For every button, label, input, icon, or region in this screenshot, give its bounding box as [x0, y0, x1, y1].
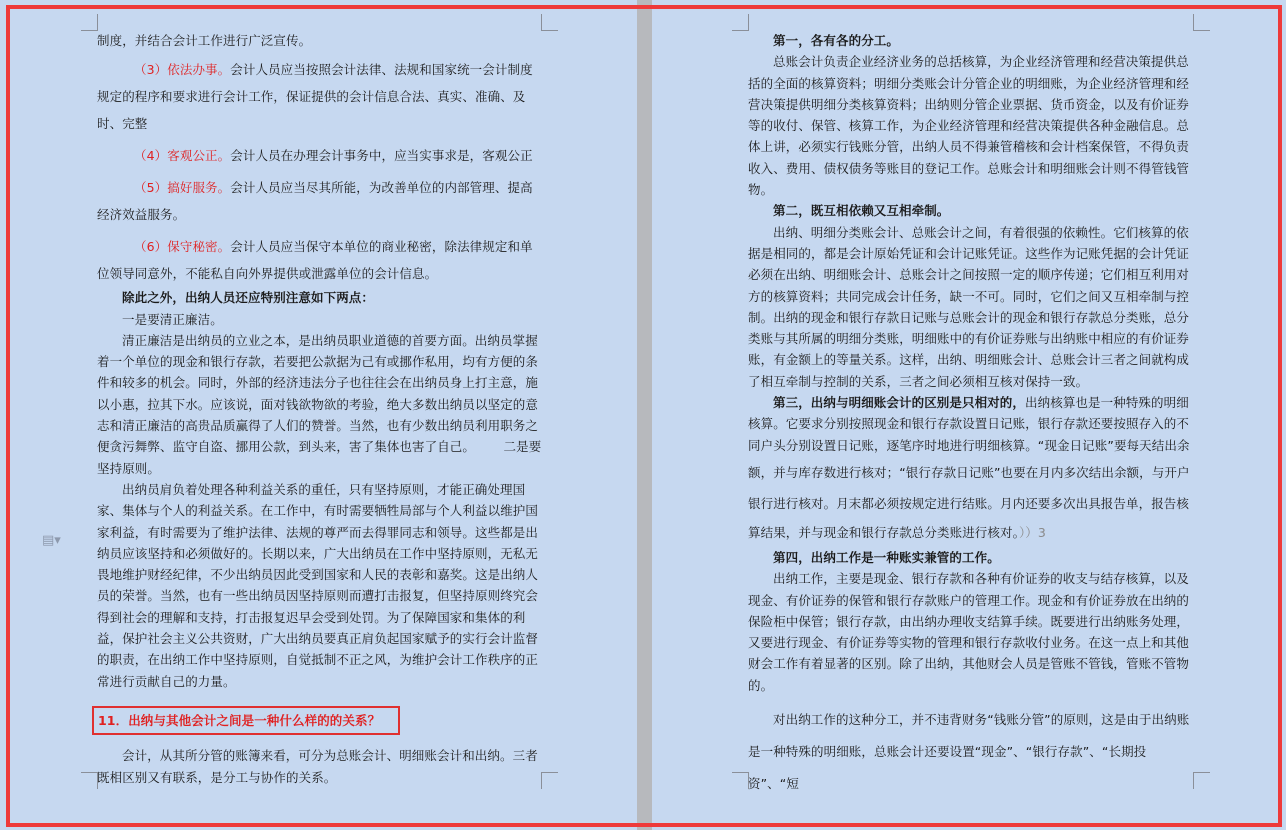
crop-mark — [541, 14, 558, 31]
paragraph-text: 出纳核算也是一种特殊的明细核算。它要求分别按照现金和银行存款设置日记账，银行存款还要按照存入的不同户头分别设置日记账，逐笔序时地进行明细核算。“现金日记账”要每天结出余 — [748, 395, 1190, 453]
crop-mark — [541, 772, 558, 789]
paragraph-heading: 除此之外，出纳人员还应特别注意如下两点： — [122, 290, 375, 306]
item-label: （4）客观公正。 — [134, 148, 231, 164]
crop-mark — [81, 14, 98, 31]
paragraph — [97, 330, 542, 479]
paragraph-heading: 第四，出纳工作是一种账实兼管的工作。 — [773, 549, 1000, 565]
item-text: 会计人员应当尽其所能，为改善单位的内部管理、提高经济效益服务。 — [97, 180, 533, 223]
paragraph-line: 是一种特殊的明细账，总账会计还要设置“现金”、“银行存款”、“长期投资”、“短 — [748, 744, 1147, 792]
item-text: 会计人员应当按照会计法律、法规和国家统一会计制度规定的程序和要求进行会计工作，保证提供的会计信息合法、真实、准确、及时、完整 — [97, 62, 533, 132]
paragraph — [97, 56, 542, 137]
paragraph-text: 算结果，并与现金和银行存款总分类账进行核对。 — [748, 524, 1019, 540]
paragraph — [97, 174, 542, 228]
paragraph-lead: 第三，出纳与明细账会计的区别是只相对的， — [773, 395, 1026, 411]
page-gutter — [637, 0, 652, 830]
paragraph-heading: 第一，各有各的分工。 — [773, 33, 900, 48]
crop-mark — [732, 772, 749, 789]
paragraph-line — [748, 518, 1190, 547]
crop-mark — [732, 14, 749, 31]
crop-mark — [1193, 14, 1210, 31]
item-label: （3）依法办事。 — [134, 62, 231, 78]
crop-mark — [1193, 772, 1210, 789]
item-text: 会计人员在办理会计事务中，应当实事求是，客观公正 — [230, 148, 533, 164]
paragraph-line: 额，并与库存数进行核对；“银行存款日记账”也要在月内多次结出余额，与开户 — [748, 464, 1190, 480]
paragraph-tail: 二是要坚持原则。 — [97, 439, 542, 476]
crop-mark — [81, 772, 98, 789]
paragraph-line: 银行进行核对。月末都必须按规定进行结账。月内还要多次出具报告单，报告核 — [748, 495, 1190, 511]
right-page-text — [748, 30, 1190, 800]
item-text: 会计人员应当保守本单位的商业秘密，除法律规定和单位领导同意外，不能私自向外界提供或泄露单位的会计信息。 — [97, 239, 533, 282]
paragraph: 出纳、明细分类账会计、总账会计之间，有着很强的依赖性。它们核算的依据是相同的，都是会计原始凭证和会计记账凭证。这些作为记账凭据的会计凭证必须在出纳、明细账会计、总账会计之间按照一定的顺序传递；它们相互利用对方的核算资料；共同完成会计任务，缺一不可。同时，它们之间又互相牵制与控制。出纳的现金和银行存款日记账与总账会计的现金和银行存款总分类账，总分类账与其所属的明细分类账，明细账中的有价证券账与出纳账中相应的有价证券账，有金额上的等量关系。这样，出纳、明细账会计、总账会计三者之间就构成了相互牵制与控制的关系，三者之间必须相互核对保持一致。 — [748, 224, 1190, 389]
paragraph: 出纳工作，主要是现金、银行存款和各种有价证券的收支与结存核算，以及现金、有价证券的保管和银行存款账户的管理工作。现金和有价证券放在出纳的保险柜中保管；银行存款，由出纳办理收支结算手续。既要进行出纳账务处理，又要进行现金、有价证券等实物的管理和银行存款收付业务。在这一点上和其他财会工作有着显著的区别。除了出纳，其他财会人员是管账不管钱，管账不管物的。 — [748, 571, 1190, 693]
paragraph — [97, 142, 542, 169]
paragraph-text: 清正廉洁是出纳员的立业之本，是出纳员职业道德的首要方面。出纳员掌握着一个单位的现金和银行存款，若要把公款据为己有或挪作私用，均有方便的条件和较多的机会。同时，外部的经济违法分子也往往会在出纳员身上打主意，施以小惠，拉其下水。应该说，面对钱欲物欲的考验，绝大多数出纳员以坚定的意志和清正廉洁的高贵品质赢得了人们的赞誉。当然，也有少数出纳员利用职务之便贪污舞弊、监守自盗、挪用公款，到头来，害了集体也害了自己。 — [97, 332, 539, 455]
left-page-text — [97, 30, 542, 788]
paragraph: 制度，并结合会计工作进行广泛宣传。 — [97, 33, 312, 48]
paragraph: 出纳员肩负着处理各种利益关系的重任，只有坚持原则，才能正确处理国家、集体与个人的利益关系。在工作中，有时需要牺牲局部与个人利益以维护国家利益，有时需要为了维护法律、法规的尊严而去得罪同志和领导。这些都是出纳员应该坚持和必须做好的。长期以来，广大出纳员在工作中坚持原则，无私无畏地维护财经纪律，不少出纳员因此受到国家和人民的表彰和嘉奖。这是出纳人员的荣誉。当然，也有一些出纳员因坚持原则而遭打击报复，但坚持原则终究会得到社会的理解和支持，打击报复迟早会受到处罚。为了保障国家和集体的利益，保护社会主义公共资财，广大出纳员要真正肩负起国家赋予的实行会计监督的职责，在出纳工作中坚持原则，自觉抵制不正之风，为维护会计工作秩序的正常进行贡献自己的力量。 — [97, 481, 539, 689]
section-heading — [97, 706, 542, 735]
paragraph: 总账会计负责企业经济业务的总括核算，为企业经济管理和经营决策提供总括的全面的核算资料；明细分类账会计分管企业的明细账，为企业经济管理和经营决策提供明细分类核算资料；出纳则分管企业票据、货币资金，以及有价证券等的收付、保管、核算工作，为企业经济管理和经营决策提供各种金融信息。总体上讲，必须实行钱账分管，出纳人员不得兼管稽核和会计档案保管，不得负责收入、费用、债权债务等账目的登记工作。总账会计和明细账会计则不得管钱管物。 — [748, 54, 1190, 198]
document-marker-icon[interactable]: ▤▾ — [42, 533, 61, 548]
item-label: （5）搞好服务。 — [134, 180, 231, 196]
right-page — [652, 0, 1286, 830]
paragraph: 对出纳工作的这种分工，并不违背财务“钱账分管”的原则，这是由于出纳账 — [773, 712, 1190, 728]
item-label: （6）保守秘密。 — [134, 239, 231, 255]
question-heading: 11．出纳与其他会计之间是一种什么样的的关系？ — [92, 706, 400, 735]
paragraph: 一是要清正廉洁。 — [122, 311, 223, 327]
paragraph — [748, 392, 1190, 456]
paragraph: 会计，从其所分管的账簿来看，可分为总账会计、明细账会计和出纳。三者既相区别又有联系，是分工与协作的关系。 — [97, 748, 538, 785]
paragraph — [97, 233, 542, 287]
left-page — [0, 0, 637, 830]
paragraph-heading: 第二，既互相依赖又互相牵制。 — [773, 203, 950, 219]
field-code: ））3 — [1018, 524, 1046, 540]
